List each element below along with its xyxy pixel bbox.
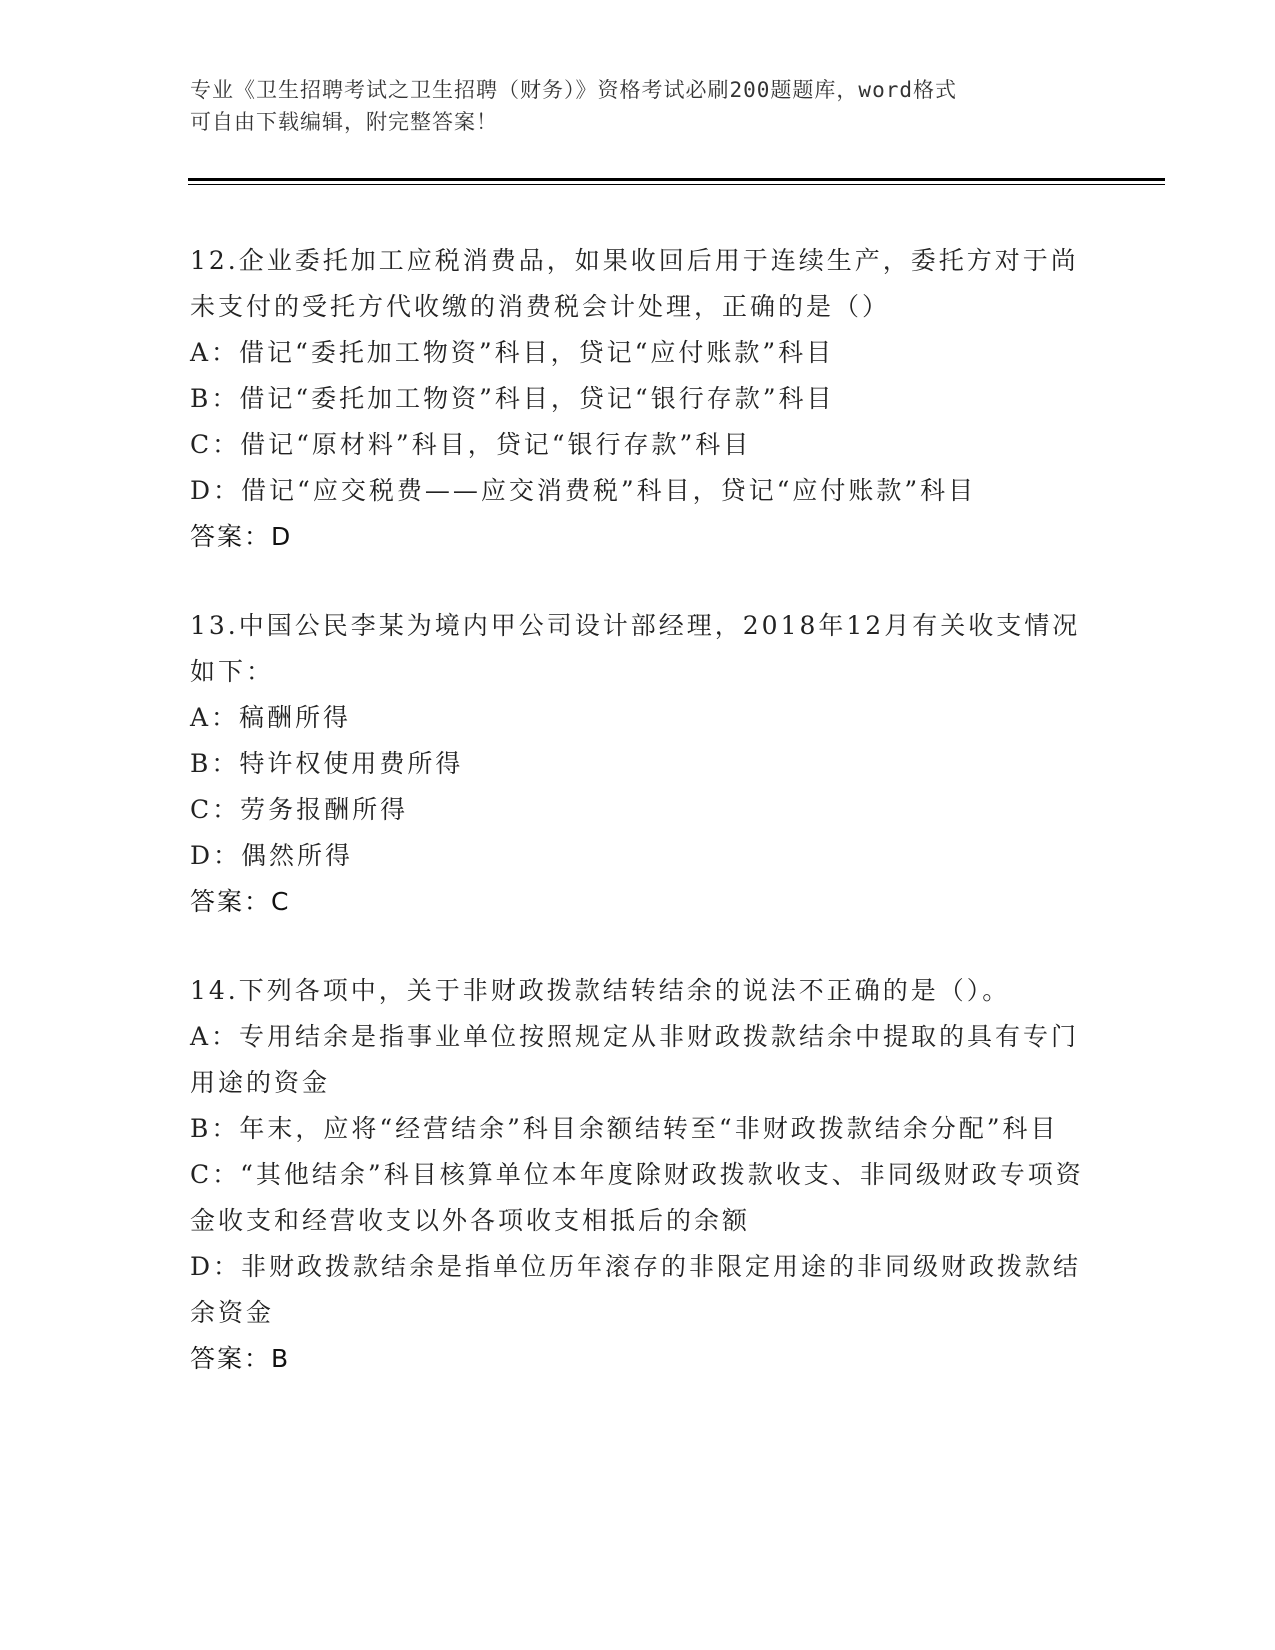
header-line-1: 专业《卫生招聘考试之卫生招聘（财务）》资格考试必刷200题题库，word格式	[190, 78, 957, 102]
answer-line: 答案：D	[190, 522, 293, 551]
option-a: A：借记“委托加工物资”科目，贷记“应付账款”科目	[190, 338, 835, 367]
question-14	[190, 968, 1090, 1382]
answer-line: 答案：C	[190, 887, 291, 916]
header-divider-thin	[188, 184, 1165, 185]
option-c: C：劳务报酬所得	[190, 795, 409, 824]
question-13	[190, 603, 1090, 925]
option-a: A：稿酬所得	[190, 703, 352, 732]
document-header	[190, 74, 1090, 138]
question-12	[190, 238, 1090, 560]
option-c: C：“其他结余”科目核算单位本年度除财政拨款收支、非同级财政专项资金收支和经营收支以外各项收支相抵后的余额	[190, 1160, 1084, 1235]
option-b: B：借记“委托加工物资”科目，贷记“银行存款”科目	[190, 384, 835, 413]
header-divider-thick	[188, 178, 1165, 181]
option-c: C：借记“原材料”科目，贷记“银行存款”科目	[190, 430, 752, 459]
option-b: B：年末，应将“经营结余”科目余额结转至“非财政拨款结余分配”科目	[190, 1114, 1059, 1143]
option-d: D：偶然所得	[190, 841, 354, 870]
question-text: 13.中国公民李某为境内甲公司设计部经理，2018年12月有关收支情况如下：	[190, 611, 1081, 686]
answer-line: 答案：B	[190, 1344, 291, 1373]
option-d: D：借记“应交税费——应交消费税”科目，贷记“应付账款”科目	[190, 476, 977, 505]
question-list	[190, 238, 1090, 1425]
header-line-2: 可自由下载编辑，附完整答案！	[190, 110, 498, 134]
option-b: B：特许权使用费所得	[190, 749, 464, 778]
option-a: A：专用结余是指事业单位按照规定从非财政拨款结余中提取的具有专门用途的资金	[190, 1022, 1080, 1097]
question-text: 14.下列各项中，关于非财政拨款结转结余的说法不正确的是（）。	[190, 976, 1011, 1005]
question-text: 12.企业委托加工应税消费品，如果收回后用于连续生产，委托方对于尚未支付的受托方代收缴的消费税会计处理，正确的是（）	[190, 246, 1079, 321]
option-d: D：非财政拨款结余是指单位历年滚存的非限定用途的非同级财政拨款结余资金	[190, 1252, 1082, 1327]
